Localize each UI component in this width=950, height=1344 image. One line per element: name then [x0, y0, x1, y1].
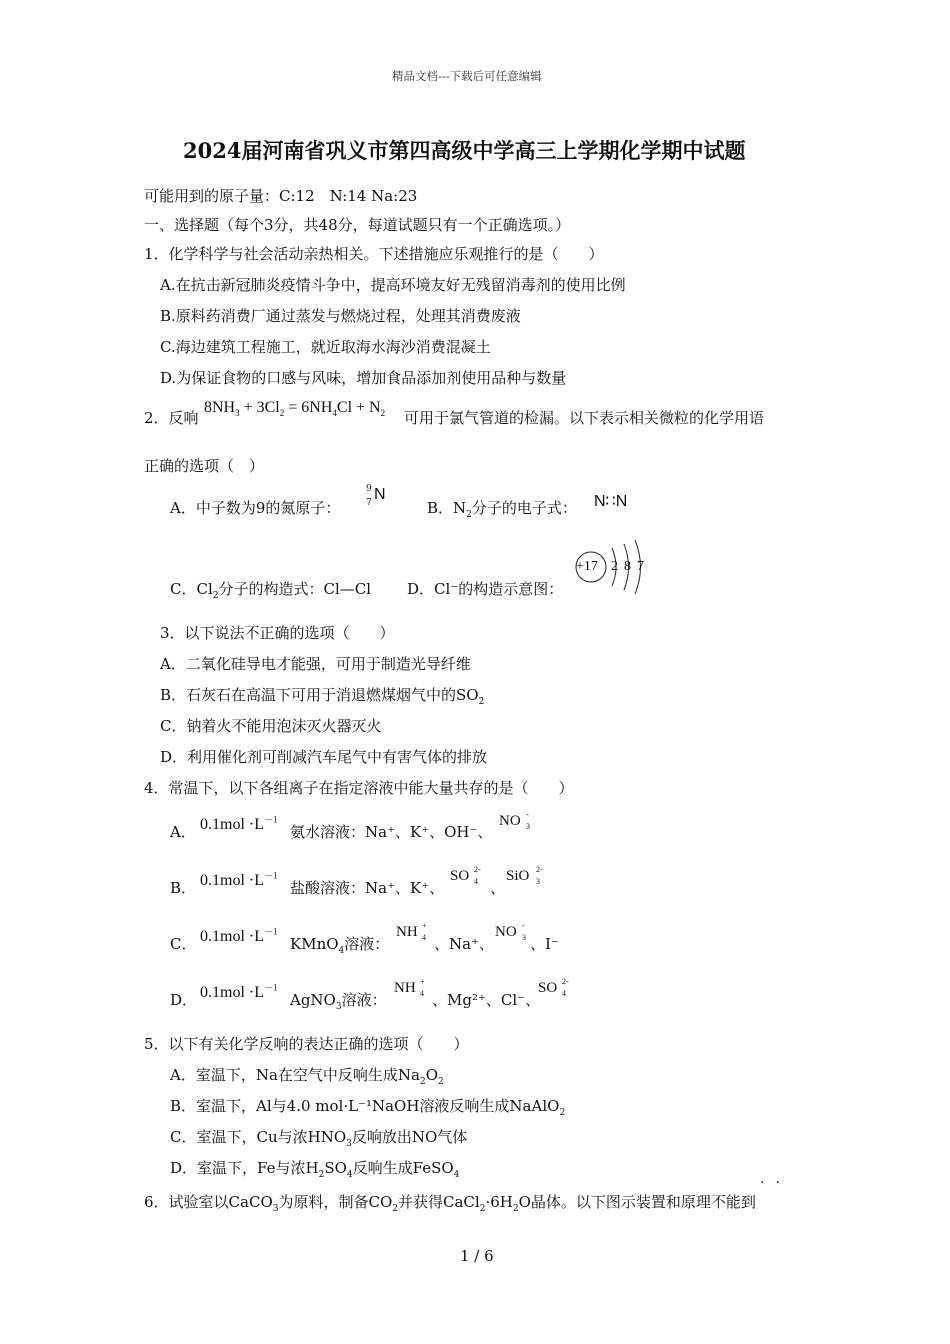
- q2-option-d: D．Cl⁻的构造示意图：: [407, 580, 564, 598]
- q4-b-concentration: $0.1mol \cdot L^{-1}$: [200, 870, 278, 889]
- q4-option-b-text: 盐酸溶液：Na⁺、K⁺、: [290, 879, 445, 897]
- q2-prefix: 2．反响: [144, 409, 199, 427]
- q5-option-c: C．室温下，Cu与浓$HNO_3$反响放出NO气体: [170, 1128, 468, 1149]
- q2-suffix: 可用于氯气管道的检漏。以下表示相关微粒的化学用语: [404, 409, 765, 427]
- isotope-number: 7: [366, 498, 372, 508]
- q5-stem: 5．以下有关化学反响的表达正确的选项（ ）: [144, 1035, 469, 1053]
- silicate-ion: SiO 2- 3: [506, 865, 543, 886]
- q2-equation: $8NH_3 + 3Cl_2 = 6NH_4Cl + N_2$: [204, 399, 386, 419]
- q3-option-d: D．利用催化剂可削减汽车尾气中有害气体的排放: [160, 748, 488, 766]
- q4-option-c-label: C．: [170, 935, 197, 953]
- shell-1-electrons: 2: [611, 559, 618, 574]
- ammonium-ion: NH + 4: [394, 977, 425, 998]
- q4-option-d-text: AgNO$_3$溶液：: [290, 991, 387, 1012]
- sulfate-ion: SO 2- 4: [450, 865, 481, 886]
- q3-option-c: C．钠着火不能用泡沫灭火器灭火: [160, 717, 382, 735]
- q5-option-a: A．室温下，Na在空气中反响生成$Na_2O_2$: [170, 1066, 444, 1087]
- q2-option-c: C．$Cl_2$分子的构造式：Cl—Cl: [170, 580, 372, 601]
- q3-stem: 3．以下说法不正确的选项（ ）: [160, 624, 395, 642]
- q4-c-tail2: 、I⁻: [530, 935, 559, 953]
- shell-3-electrons: 7: [637, 559, 644, 574]
- section-heading: 一、选择题（每个3分，共48分，每道试题只有一个正确选项。）: [144, 216, 571, 234]
- q4-option-a-label: A．: [170, 823, 196, 841]
- q1-stem: 1．化学科学与社会活动亲热相关。下述措施应乐观推行的是（ ）: [144, 245, 604, 263]
- q4-d-concentration: $0.1mol \cdot L^{-1}$: [200, 982, 278, 1001]
- q2-option-a: A．中子数为9的氮原子：: [170, 499, 341, 517]
- q4-option-d-label: D．: [170, 991, 198, 1009]
- q4-option-a-text: 氨水溶液：Na⁺、K⁺、OH⁻、: [290, 823, 493, 841]
- page-title: 2024届河南省巩义市第四高级中学高三上学期化学期中试题: [183, 138, 746, 163]
- q4-option-c-text: KMnO$_4$溶液：: [290, 935, 390, 956]
- q2-option-b: B．$N_2$分子的电子式：: [427, 499, 577, 520]
- n2-electron-formula: N∷N: [594, 493, 628, 510]
- emphasis-text: 不能: [710, 1193, 741, 1211]
- q1-option-c: C.海边建筑工程施工，就近取海水海沙消费混凝土: [160, 338, 491, 356]
- q1-option-b: B.原料药消费厂通过蒸发与燃烧过程，处理其消费废液: [160, 307, 521, 325]
- q4-d-tail: 、Mg²⁺、Cl⁻、: [432, 991, 541, 1009]
- q1-option-d: D.为保证食物的口感与风味，增加食品添加剂使用品种与数量: [160, 369, 567, 387]
- q4-c-tail: 、Na⁺、: [434, 935, 494, 953]
- isotope-mass: 9: [366, 484, 372, 494]
- q3-option-a: A．二氧化硅导电才能强，可用于制造光导纤维: [160, 655, 471, 673]
- q3-option-b: B．石灰石在高温下可用于消退燃煤烟气中的$SO_2$: [160, 686, 485, 707]
- q4-stem: 4．常温下，以下各组离子在指定溶液中能大量共存的是（ ）: [144, 779, 574, 797]
- q2-stem2: 正确的选项（ ）: [144, 457, 265, 475]
- q4-a-concentration: $0.1mol \cdot L^{-1}$: [200, 814, 278, 833]
- atomic-mass-line: 可能用到的原子量：C:12 N:14 Na:23: [144, 187, 418, 205]
- shell-2-electrons: 8: [624, 559, 631, 574]
- emphasis-dots: ··: [760, 1175, 791, 1191]
- isotope-element: N: [374, 486, 386, 503]
- q4-option-b-label: B．: [170, 879, 197, 897]
- nitrate-ion: NO - 3: [499, 810, 530, 831]
- q1-option-a: A.在抗击新冠肺炎疫情斗争中，提高环境友好无残留消毒剂的使用比例: [160, 276, 626, 294]
- sulfate-ion: SO 2- 4: [538, 977, 569, 998]
- header-watermark: 精品文档---下载后可任意编辑: [392, 69, 542, 83]
- q4-b-separator: 、: [490, 879, 506, 897]
- page-number: 1 / 6: [460, 1247, 494, 1265]
- q6-stem: 6．试验室以CaCO$_3$为原料，制备$CO_2$并获得$CaCl_2\cdot 6H_2O$晶体。以下图示装置和原理不能到: [144, 1193, 756, 1214]
- nucleus-charge: +17: [576, 559, 598, 574]
- q4-c-concentration: $0.1mol \cdot L^{-1}$: [200, 926, 278, 945]
- q5-option-b: B．室温下，Al与4.0 mol·L⁻¹NaOH溶液反响生成NaAlO$_2$: [170, 1097, 566, 1118]
- q5-option-d: D．室温下，Fe与浓$H_2SO_4$反响生成FeSO$_4$: [170, 1159, 460, 1180]
- nitrate-ion: NO - 3: [495, 921, 526, 942]
- ammonium-ion: NH + 4: [396, 921, 427, 942]
